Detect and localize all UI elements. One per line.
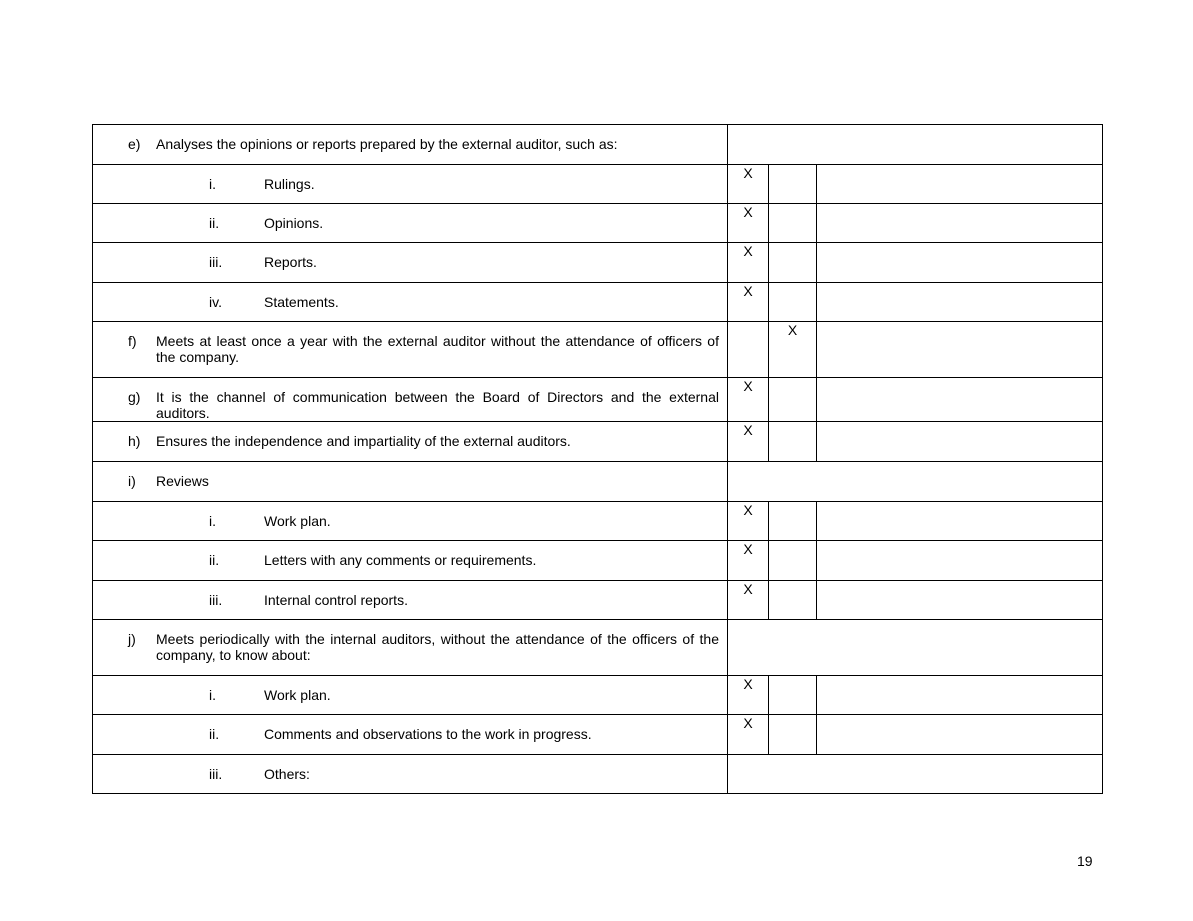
item-text: Work plan. — [264, 687, 331, 703]
item-text: Opinions. — [264, 215, 324, 231]
table-row — [93, 422, 1103, 462]
yes-cell: X — [728, 243, 769, 283]
item-text: Meets periodically with the internal auditors, without the attendance of the officers of the company, to know about: — [156, 631, 719, 663]
table-row — [93, 581, 1103, 620]
explanation-cell — [817, 204, 1103, 243]
item-label: h) — [128, 433, 141, 449]
item-label: i. — [209, 687, 216, 703]
no-cell — [769, 243, 817, 283]
table-row — [93, 755, 1103, 794]
item-text: Comments and observations to the work in progress. — [264, 726, 592, 742]
description-cell — [93, 581, 728, 620]
item-label: ii. — [209, 726, 220, 742]
item-text: Internal control reports. — [264, 592, 408, 608]
yes-cell: X — [728, 378, 769, 422]
item-label: iii. — [209, 254, 223, 270]
description-cell — [93, 165, 728, 204]
explanation-cell — [817, 502, 1103, 541]
no-cell — [769, 165, 817, 204]
description-cell — [93, 502, 728, 541]
explanation-cell — [817, 541, 1103, 581]
explanation-cell — [817, 676, 1103, 715]
table-row — [93, 676, 1103, 715]
empty-answer-cell — [728, 620, 1103, 676]
empty-answer-cell — [728, 125, 1103, 165]
item-label: ii. — [209, 552, 220, 568]
no-cell — [769, 378, 817, 422]
item-text: Ensures the independence and impartiality of the external auditors. — [156, 433, 571, 449]
table-row — [93, 322, 1103, 378]
table-row — [93, 541, 1103, 581]
no-cell — [769, 541, 817, 581]
table-row — [93, 204, 1103, 243]
item-label: ii. — [209, 215, 220, 231]
explanation-cell — [817, 581, 1103, 620]
no-cell — [769, 422, 817, 462]
explanation-cell — [817, 243, 1103, 283]
yes-cell: X — [728, 422, 769, 462]
item-label: iii. — [209, 592, 223, 608]
item-label: e) — [128, 136, 141, 152]
item-label: iv. — [209, 294, 222, 310]
yes-cell: X — [728, 165, 769, 204]
description-cell — [93, 755, 728, 794]
no-cell — [769, 502, 817, 541]
no-cell — [769, 283, 817, 322]
item-label: f) — [128, 333, 137, 349]
empty-answer-cell — [728, 755, 1103, 794]
explanation-cell — [817, 165, 1103, 204]
compliance-table — [92, 124, 1103, 794]
description-cell — [93, 243, 728, 283]
item-label: i. — [209, 176, 216, 192]
item-text: It is the channel of communication between the Board of Directors and the external auditors. — [156, 389, 719, 421]
explanation-cell — [817, 715, 1103, 755]
explanation-cell — [817, 422, 1103, 462]
table-row — [93, 502, 1103, 541]
page-number: 19 — [1077, 853, 1093, 869]
no-cell — [769, 715, 817, 755]
table-row — [93, 165, 1103, 204]
item-text: Rulings. — [264, 176, 315, 192]
item-text: Meets at least once a year with the external auditor without the attendance of officers of the company. — [156, 333, 719, 365]
description-cell — [93, 462, 728, 502]
item-text: Reviews — [156, 473, 209, 489]
description-cell — [93, 125, 728, 165]
item-text: Reports. — [264, 254, 317, 270]
explanation-cell — [817, 322, 1103, 378]
yes-cell: X — [728, 541, 769, 581]
item-text: Letters with any comments or requirements. — [264, 552, 537, 568]
yes-cell: X — [728, 581, 769, 620]
description-cell — [93, 204, 728, 243]
description-cell — [93, 541, 728, 581]
item-label: iii. — [209, 766, 223, 782]
description-cell — [93, 283, 728, 322]
table-row — [93, 462, 1103, 502]
description-cell — [93, 422, 728, 462]
table-row — [93, 620, 1103, 676]
explanation-cell — [817, 283, 1103, 322]
description-cell — [93, 715, 728, 755]
description-cell — [93, 322, 728, 378]
yes-cell: X — [728, 502, 769, 541]
explanation-cell — [817, 378, 1103, 422]
description-cell — [93, 378, 728, 422]
table-row — [93, 715, 1103, 755]
description-cell — [93, 676, 728, 715]
item-text: Others: — [264, 766, 310, 782]
yes-cell: X — [728, 204, 769, 243]
item-text: Work plan. — [264, 513, 331, 529]
yes-cell: X — [728, 715, 769, 755]
table-row — [93, 283, 1103, 322]
table-row — [93, 243, 1103, 283]
description-cell — [93, 620, 728, 676]
item-label: j) — [128, 631, 136, 647]
table-row — [93, 378, 1103, 422]
no-cell: X — [769, 322, 817, 378]
no-cell — [769, 581, 817, 620]
item-label: g) — [128, 389, 141, 405]
table-row — [93, 125, 1103, 165]
item-label: i. — [209, 513, 216, 529]
yes-cell: X — [728, 283, 769, 322]
empty-answer-cell — [728, 462, 1103, 502]
item-text: Statements. — [264, 294, 339, 310]
item-label: i) — [128, 473, 136, 489]
no-cell — [769, 676, 817, 715]
no-cell — [769, 204, 817, 243]
yes-cell: X — [728, 676, 769, 715]
item-text: Analyses the opinions or reports prepared by the external auditor, such as: — [156, 136, 618, 152]
yes-cell — [728, 322, 769, 378]
